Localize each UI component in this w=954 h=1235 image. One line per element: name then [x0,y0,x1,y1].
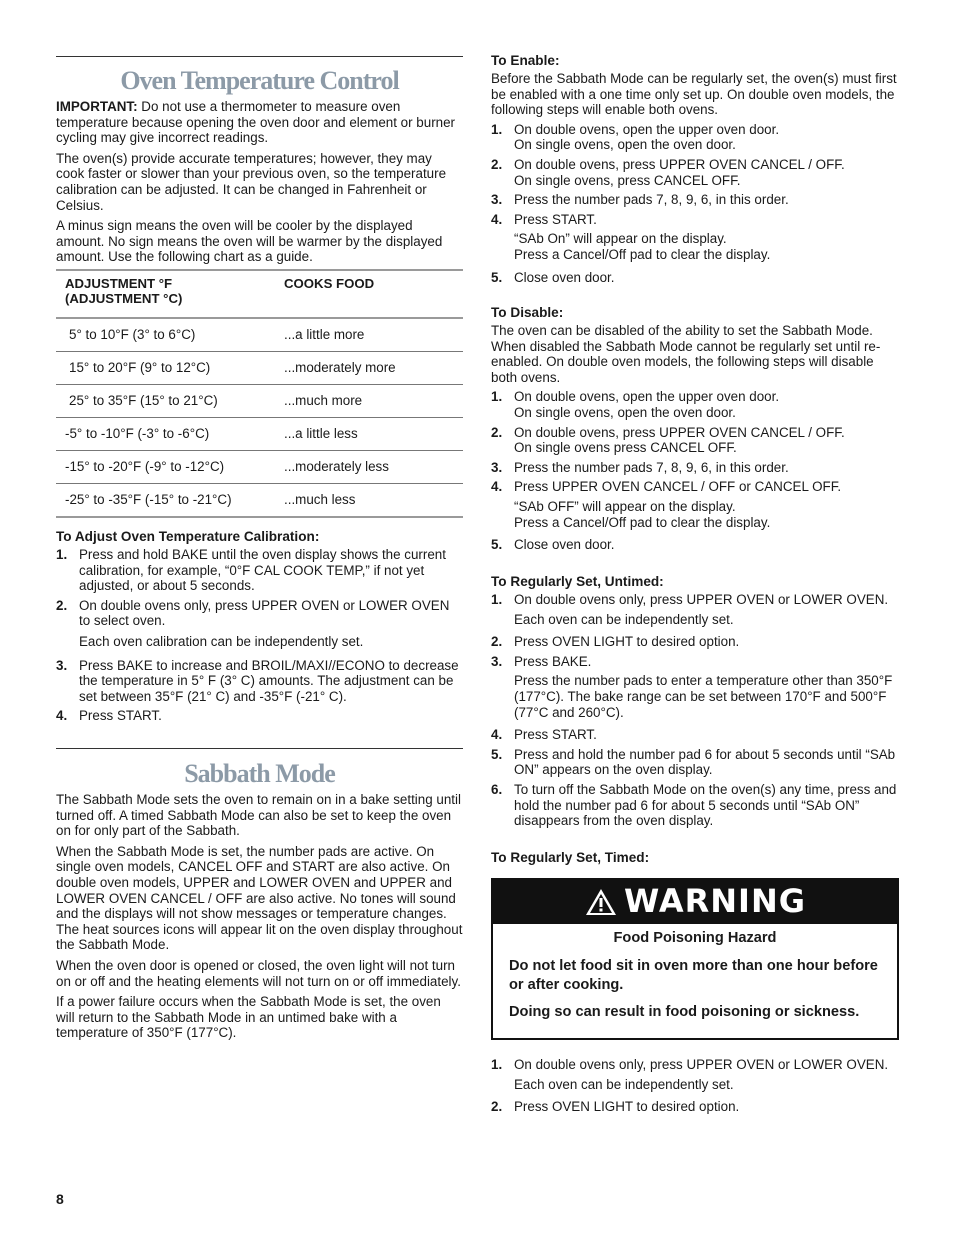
important-label: IMPORTANT: [56,99,138,114]
step-text: Press and hold the number pad 6 for about 5 seconds until “SAb ON” appears on the oven display. [514,746,896,778]
minus-sign-paragraph: A minus sign means the oven will be cooler by the displayed amount. No sign means the oven will be warmer by the displayed amount. Use the following chart as a guide. [56,218,443,265]
list-item [491,157,899,188]
step-number: 1. [491,121,503,137]
step-number: 4. [56,708,68,724]
step-subtext-line2: Press a Cancel/Off pad to clear the display. [514,246,771,262]
step-number: 4. [491,727,503,743]
step-text: On double ovens only, press UPPER OVEN or LOWER OVEN. [514,1057,889,1072]
step-number: 1. [491,592,503,607]
section-title-sabbath: Sabbath Mode [184,759,335,788]
step-number: 4. [491,211,503,227]
cell-cooks: ...a little less [275,418,463,451]
step-text: Press BAKE. [514,653,592,669]
step-text: Close oven door. [514,269,615,285]
enable-intro: Before the Sabbath Mode can be regularly set, the oven(s) must first be enabled with a one time only set up. On double oven models, the following steps will enable both ovens. [491,71,897,118]
warning-box [491,878,899,1040]
adjustment-table [56,269,463,518]
step-number: 3. [491,653,503,669]
warning-hazard: Food Poisoning Hazard [613,930,777,946]
list-item [491,212,899,263]
step-text: Press START. [514,211,597,227]
cell-cooks: ...much less [275,484,463,518]
untimed-section [491,574,899,833]
list-item [491,460,899,476]
warning-message: Doing so can result in food poisoning or sickness. [509,1004,860,1020]
adjust-calibration-steps [56,547,463,724]
step-number: 5. [491,537,503,553]
timed-steps [491,1057,899,1115]
list-item [491,782,899,829]
calibration-paragraph: The oven(s) provide accurate temperatures; however, they may cook faster or slower than your previous oven, so the temperature calibration can be adjusted. It can be changed in Fahrenheit or Celsius. [56,150,447,213]
cell-cooks: ...moderately less [275,451,463,484]
cell-cooks: ...moderately more [275,352,463,385]
step-text: Close oven door. [514,537,615,553]
step-subtext: Each oven can be independently set. [514,611,734,627]
header-adj-f: ADJUSTMENT °F [65,276,173,291]
untimed-steps [491,592,899,829]
section-title-oven-temperature: Oven Temperature Control [120,66,399,95]
list-item [56,658,463,705]
cell-adjustment: 25° to 35°F (15° to 21°C) [56,385,275,418]
sabbath-paragraph: If a power failure occurs when the Sabbath Mode is set, the oven will return to the Sabbath Mode in an untimed bake with a temperature of 350°F (177°C). [56,994,441,1041]
list-item [56,547,463,594]
step-number: 1. [491,1057,503,1072]
section-rule [56,748,463,749]
list-item [56,708,463,724]
step-number: 2. [491,1099,503,1115]
step-text: Press UPPER OVEN CANCEL / OFF or CANCEL OFF. [514,479,842,495]
list-item [491,389,899,420]
cell-adjustment: 15° to 20°F (9° to 12°C) [56,352,275,385]
list-item [491,425,899,456]
table-row [56,484,463,518]
step-number: 2. [56,597,68,613]
step-text: To turn off the Sabbath Mode on the oven(s) any time, press and hold the number pad 6 for about 5 seconds until “SAb ON” disappears from the oven display. [514,781,897,829]
step-text: On double ovens, open the upper oven door. [514,389,780,405]
table-header-row [56,270,463,318]
step-number: 3. [491,192,503,208]
step-text: On double ovens only, press UPPER OVEN or LOWER OVEN. [514,592,889,607]
step-text-line2: On single ovens, open the oven door. [514,404,736,420]
timed-heading: To Regularly Set, Timed: [491,850,650,865]
enable-heading: To Enable: [491,53,560,68]
step-text: Press and hold BAKE until the oven display shows the current calibration, for example, “0°F CAL COOK TEMP,” if not yet adjusted, or about 5 seconds. [79,547,446,594]
warning-triangle-icon [584,887,618,917]
step-number: 5. [491,746,503,762]
step-number: 6. [491,781,503,797]
list-item [491,654,899,720]
oven-temp-intro [56,99,463,270]
disable-section [491,305,899,557]
step-text: Press OVEN LIGHT to desired option. [514,634,740,650]
header-adjustment [56,270,275,318]
step-subtext: “SAb On” will appear on the display. [514,231,727,247]
timed-section [491,1057,899,1119]
table-row [56,352,463,385]
list-item [491,537,899,553]
adjust-calibration-heading: To Adjust Oven Temperature Calibration: [56,529,320,544]
step-text: Press START. [514,727,597,743]
list-item [491,747,899,778]
table-row [56,385,463,418]
list-item [491,592,899,627]
step-text-line2: On single ovens, press CANCEL OFF. [514,172,741,188]
cell-adjustment: -25° to -35°F (-15° to -21°C) [56,484,275,518]
cell-adjustment: -5° to -10°F (-3° to -6°C) [56,418,275,451]
step-text: Press the number pads 7, 8, 9, 6, in this order. [514,459,789,475]
cell-cooks: ...much more [275,385,463,418]
step-number: 1. [56,547,68,562]
list-item [491,1099,899,1115]
list-item [491,270,899,286]
important-note [56,99,463,146]
sabbath-intro [56,792,463,1046]
step-text-line2: On single ovens, open the oven door. [514,137,736,153]
step-text: Press START. [79,708,162,724]
cell-cooks: ...a little more [275,318,463,352]
disable-intro: The oven can be disabled of the ability to set the Sabbath Mode. When disabled the Sabbath Mode cannot be regularly set until re-enabled. On double oven models, the following steps will disable both ovens. [491,323,881,385]
list-item [491,634,899,650]
step-number: 3. [491,459,503,475]
table-row [56,418,463,451]
step-number: 3. [56,657,68,673]
list-item [491,479,899,530]
list-item [491,727,899,743]
adjust-calibration-section [56,529,463,728]
table-row [56,451,463,484]
step-number: 5. [491,269,503,285]
step-text: On double ovens only, press UPPER OVEN or LOWER OVEN to select oven. [79,597,450,629]
enable-section [491,53,899,289]
sabbath-paragraph: When the oven door is opened or closed, the oven light will not turn on or off and the heating elements will not turn on or off immediately. [56,957,461,989]
step-text: On double ovens, press UPPER OVEN CANCEL / OFF. [514,156,845,172]
step-subtext: Press the number pads to enter a temperature other than 350°F (177°C). The bake range can be set between 170°F and 500°F (77°C and 260°C). [514,673,893,720]
warning-header [493,880,897,924]
step-text: Press OVEN LIGHT to desired option. [514,1099,740,1115]
enable-steps [491,122,899,285]
cell-adjustment: 5° to 10°F (3° to 6°C) [56,318,275,352]
sabbath-paragraph: When the Sabbath Mode is set, the number pads are active. On single oven models, CANCEL OFF and START are also active. On double oven models, UPPER and LOWER OVEN and UPPER and LOWER OVEN CANCEL / OFF are also active. No tones will sound and the displays will not show messages or temperature changes. The heat sources icons will appear lit on the oven display throughout the Sabbath Mode. [56,843,463,953]
step-text-line2: On single ovens press CANCEL OFF. [514,440,737,456]
step-number: 2. [491,424,503,440]
step-number: 4. [491,479,503,495]
important-text: Do not use a thermometer to measure oven temperature because opening the oven door and element or burner cycling may give incorrect readings. [56,99,456,146]
warning-message: Do not let food sit in oven more than one hour before or after cooking. [509,958,878,993]
step-number: 1. [491,389,503,405]
step-number: 2. [491,634,503,650]
step-number: 2. [491,156,503,172]
step-text: On double ovens, open the upper oven door. [514,121,780,137]
cell-adjustment: -15° to -20°F (-9° to -12°C) [56,451,275,484]
header-cooks-food: COOKS FOOD [284,276,375,291]
untimed-heading: To Regularly Set, Untimed: [491,574,664,589]
list-item [56,598,463,650]
step-subtext: “SAb OFF” will appear on the display. [514,498,736,514]
page-number: 8 [56,1191,64,1207]
disable-heading: To Disable: [491,305,564,320]
step-text: Press the number pads 7, 8, 9, 6, in this order. [514,192,789,208]
top-rule [56,56,463,57]
step-subtext: Each oven calibration can be independently set. [79,633,364,649]
list-item [491,192,899,208]
step-subtext-line2: Press a Cancel/Off pad to clear the display. [514,514,771,530]
table-row [56,318,463,352]
list-item [491,122,899,153]
step-text: Press BAKE to increase and BROIL/MAXI//ECONO to decrease the temperature in 5° F (3° C) amounts. The adjustment can be set between 35°F (21° C) and -35°F (-21° C). [79,657,459,704]
warning-title: WARNING [624,882,806,921]
header-adj-c: (ADJUSTMENT °C) [65,291,183,306]
list-item [491,1057,899,1092]
step-subtext: Each oven can be independently set. [514,1076,734,1092]
step-text: On double ovens, press UPPER OVEN CANCEL / OFF. [514,424,845,440]
disable-steps [491,389,899,552]
warning-body [493,924,897,1038]
sabbath-paragraph: The Sabbath Mode sets the oven to remain on in a bake setting until turned off. A timed Sabbath Mode can also be set to keep the oven on for only part of the Sabbath. [56,792,461,839]
